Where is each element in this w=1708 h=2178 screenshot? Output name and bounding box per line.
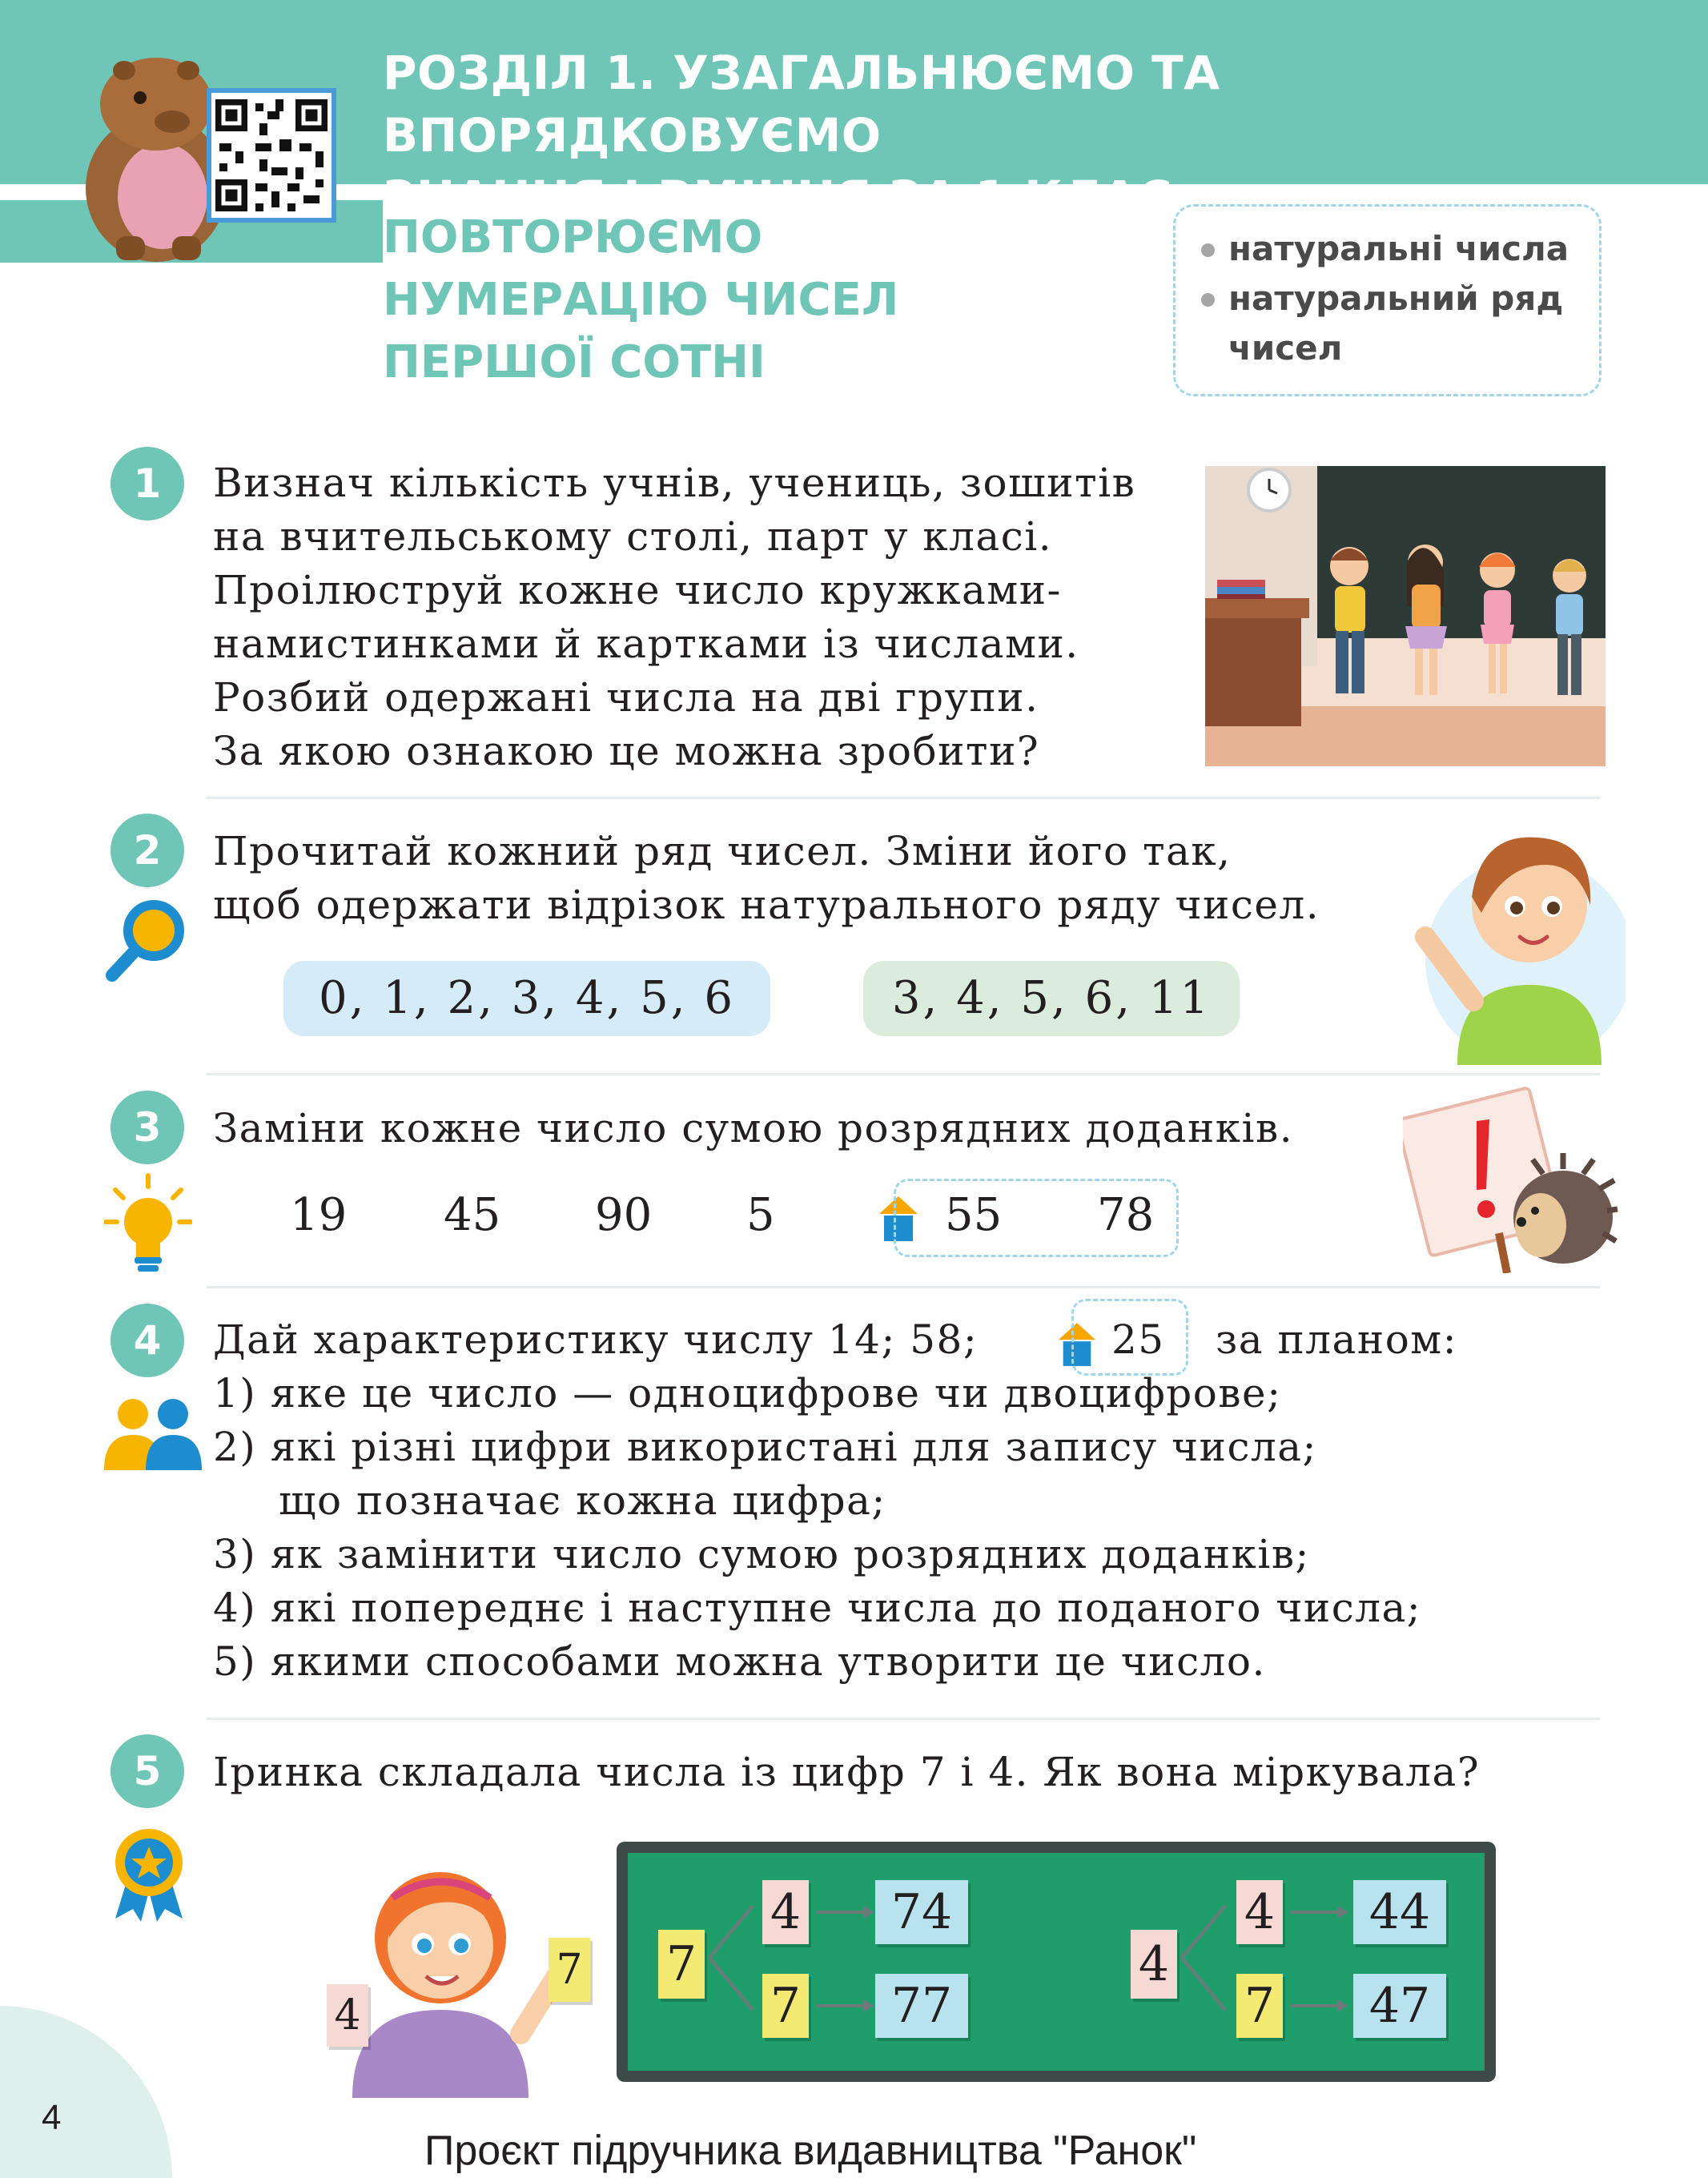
lesson-title-line-3: ПЕРШОЇ СОТНІ [383,336,766,388]
result-card: 44 [1353,1880,1446,1944]
plan-item: 4) які попереднє і наступне числа до поданого числа; [213,1585,1422,1631]
task-separator [207,797,1600,799]
task-2-line: щоб одержати відрізок натурального ряду чисел. [213,882,1320,928]
result-card: 74 [875,1880,968,1944]
classroom-illustration [1205,466,1606,766]
digit-card: 4 [1131,1930,1177,1999]
digit-card: 7 [549,1938,590,2002]
result-card: 47 [1353,1974,1446,2038]
footer-note: Проєкт підручника видавництва "Ранок" [424,2128,1197,2174]
task-3-number: 5 [746,1189,775,1241]
section-title-line-1: РОЗДІЛ 1. УЗАГАЛЬНЮЄМО ТА ВПОРЯДКОВУЄМО [383,46,1220,163]
section-title [383,42,1680,229]
page-corner-decoration [0,2002,172,2178]
keyword-item: натуральні числа [1200,224,1580,274]
arrow-right-icon [815,1903,876,1922]
task-1-line: намистинками й картками із числами. [213,621,1079,667]
task-4-intro-suffix: за планом: [1216,1316,1458,1363]
task-number-badge: 5 [111,1734,184,1808]
boy-illustration [1409,809,1626,1065]
keywords-box [1173,204,1602,396]
plan-item-continuation: що позначає кожна цифра; [279,1477,886,1524]
branch-arrow-icon [708,1898,756,2018]
hedgehog-sign-illustration [1403,1073,1619,1273]
task-1-line: на вчительському столі, парт у класі. [213,513,1053,560]
task-3-text: Заміни кожне число сумою розрядних доданків. [213,1105,1294,1151]
plan-item: 2) які різні цифри використані для запису числа; [213,1424,1317,1470]
task-1-line: За якою ознакою це можна зробити? [213,728,1040,774]
task-4-plan-list [213,1367,1421,1689]
lightbulb-icon [104,1172,192,1276]
task-1-line: Розбий одержані числа на дві групи. [213,674,1039,721]
task-3-number: 90 [595,1189,653,1241]
task-4-intro [213,1313,978,1367]
task-4-advanced-number: 25 [1111,1316,1165,1363]
task-number-badge: 2 [111,814,184,887]
page-number: 4 [42,2098,62,2137]
digit-card: 7 [762,1974,809,2038]
plan-item: 5) якими способами можна утворити це число. [213,1638,1266,1685]
lesson-title-line-1: ПОВТОРЮЄМО [383,211,763,263]
task-number-badge: 4 [111,1304,184,1377]
girl-illustration [320,1842,585,2098]
digit-card: 7 [658,1930,705,1999]
task-5-text: Іринка складала числа із цифр 7 і 4. Як вона міркувала? [213,1749,1481,1795]
task-number-badge: 1 [111,447,184,520]
number-row-chip: 3, 4, 5, 6, 11 [863,961,1240,1036]
task-separator [207,1718,1600,1720]
number-row-chip: 0, 1, 2, 3, 4, 5, 6 [283,961,770,1036]
arrow-right-icon [815,1996,876,2015]
keyword-item: натуральний ряд [1200,274,1580,323]
magnifier-icon [102,895,187,983]
qr-code[interactable] [207,88,336,223]
task-1-line: Визнач кількість учнів, учениць, зошитів [213,460,1136,506]
task-separator [207,1286,1600,1288]
plan-item: 3) як замінити число сумою розрядних доданків; [213,1531,1310,1577]
plan-item: 1) яке це число — одноцифрове чи двоцифрове; [213,1370,1282,1417]
star-medal-icon [109,1826,189,1922]
pair-work-icon [104,1395,202,1472]
task-3-number: 55 [945,1189,1003,1241]
task-separator [207,1073,1600,1075]
task-1-line: Проілюструй кожне число кружками- [213,567,1062,613]
qr-pattern-icon [211,93,332,218]
task-2-line: Прочитай кожний ряд чисел. Зміни його так, [213,828,1232,874]
task-4-intro-text: Дай характеристику числу 14; 58; [213,1316,979,1363]
task-2-text [213,825,1320,932]
arrow-right-icon [1289,1903,1350,1922]
digit-card: 4 [762,1880,809,1944]
section-title-line-2: ЗНАННЯ І ВМІННЯ ЗА 1 КЛАС [383,171,1173,225]
lesson-title-line-2: НУМЕРАЦІЮ ЧИСЕЛ [383,274,899,326]
task-3-number: 19 [290,1189,348,1241]
task-1-text [213,456,1135,778]
digit-card: 4 [327,1984,368,2047]
task-number-badge: 3 [111,1091,184,1164]
task-3-number: 78 [1097,1189,1155,1241]
lesson-title [383,207,991,394]
result-card: 77 [875,1974,968,2038]
task-3-number: 45 [444,1189,501,1241]
arrow-right-icon [1289,1996,1350,2015]
digit-card: 4 [1236,1880,1283,1944]
keyword-item-continuation: чисел [1228,328,1343,368]
branch-arrow-icon [1180,1898,1228,2018]
digit-card: 7 [1236,1974,1283,2038]
